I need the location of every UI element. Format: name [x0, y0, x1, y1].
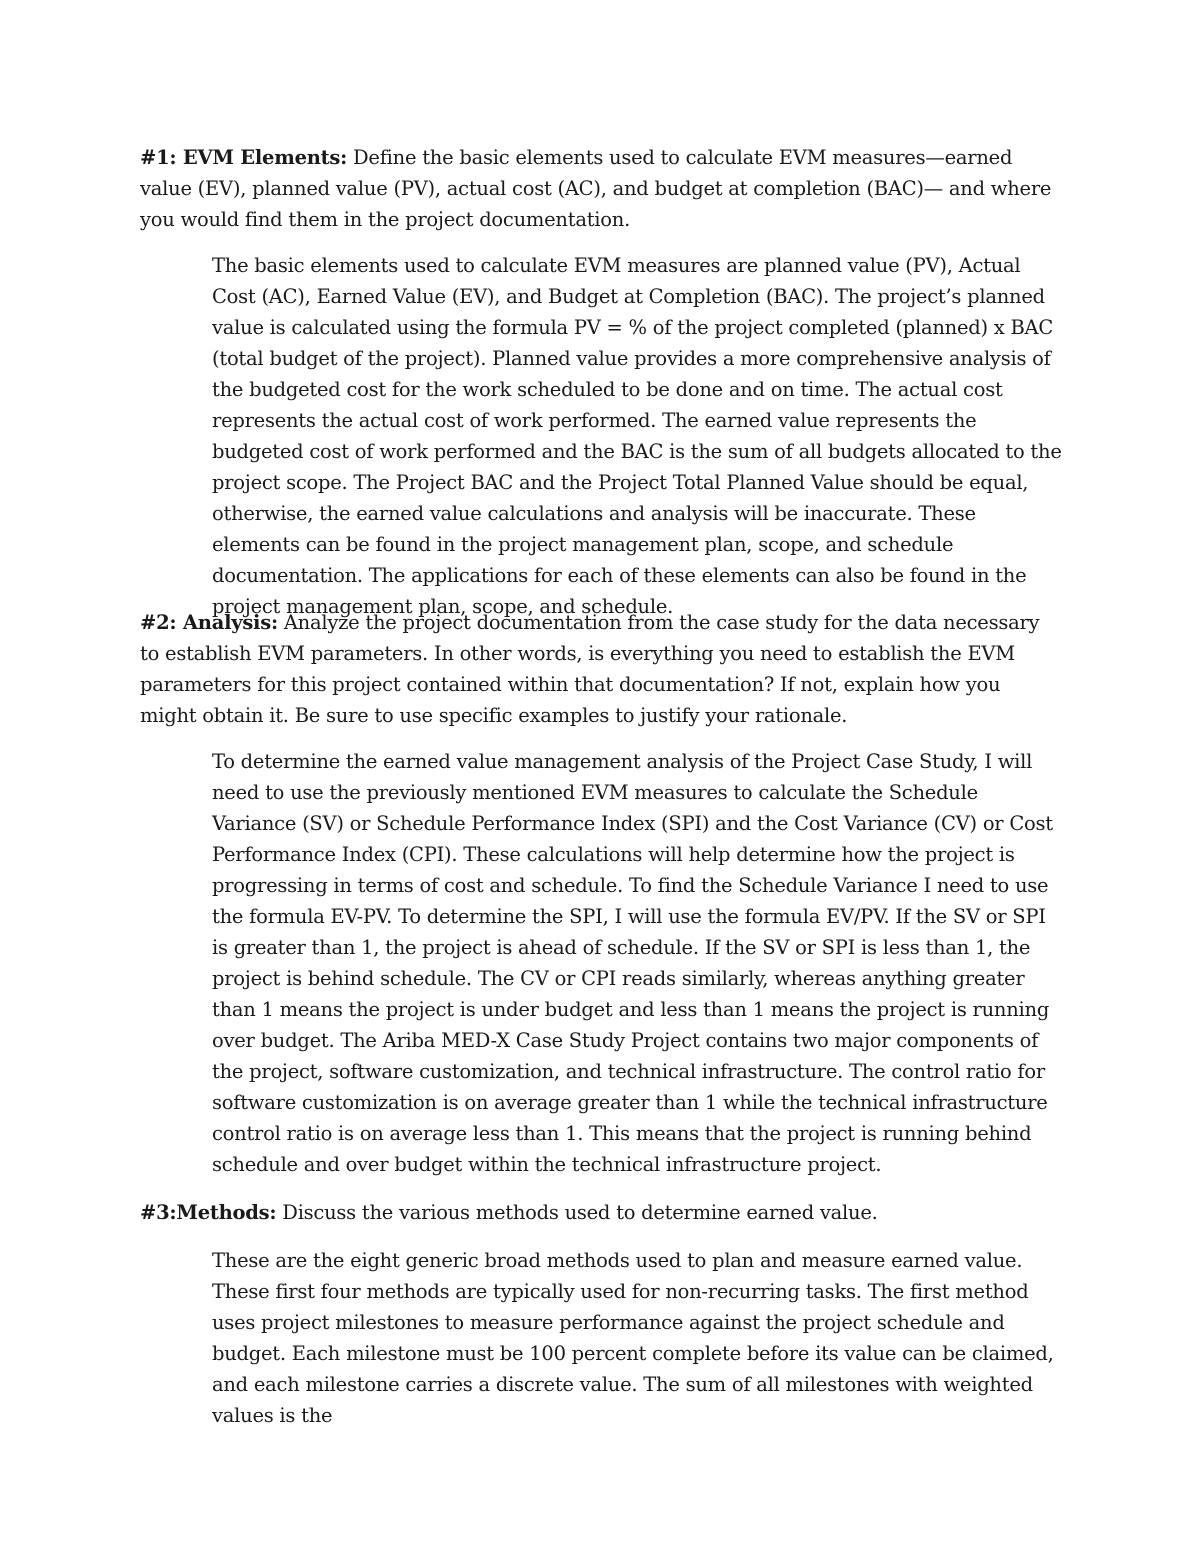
- question-2: [140, 607, 1060, 731]
- answer-2: To determine the earned value management analysis of the Project Case Study, I will need to use the previously mentioned EVM measures to calculate the Schedule Variance (SV) or Schedule Performance Index (SPI) and the Cost Variance (CV) or Cost Performance Index (CPI). These calculations will help determine how the project is progressing in terms of cost and schedule. To find the Schedule Variance I need to use the formula EV-PV. To determine the SPI, I will use the formula EV/PV. If the SV or SPI is greater than 1, the project is ahead of schedule. If the SV or SPI is less than 1, the project is behind schedule. The CV or CPI reads similarly, whereas anything greater than 1 means the project is under budget and less than 1 means the project is running over budget. The Ariba MED-X Case Study Project contains two major components of the project, software customization, and technical infrastructure. The control ratio for software customization is on average greater than 1 while the technical infrastructure control ratio is on average less than 1. This means that the project is running behind schedule and over budget within the technical infrastructure project.: [212, 750, 1053, 1176]
- answer-3: These are the eight generic broad methods used to plan and measure earned value. These first four methods are typically used for non-recurring tasks. The first method uses project milestones to measure performance against the project schedule and budget. Each milestone must be 100 percent complete before its value can be claimed, and each milestone carries a discrete value. The sum of all milestones with weighted values is the: [212, 1249, 1054, 1427]
- question-2-label: #2: Analysis:: [140, 611, 278, 634]
- question-3-prompt: Discuss the various methods used to determine earned value.: [276, 1201, 878, 1224]
- question-3-label: #3:Methods:: [140, 1201, 277, 1224]
- question-1-label: #1: EVM Elements:: [140, 146, 348, 169]
- question-1: [140, 142, 1060, 235]
- question-3: [140, 1197, 1060, 1228]
- answer-1: The basic elements used to calculate EVM measures are planned value (PV), Actual Cost (AC), Earned Value (EV), and Budget at Completion (BAC). The project’s planned value is calculated using the formula PV = % of the project completed (planned) x BAC (total budget of the project). Planned value provides a more comprehensive analysis of the budgeted cost for the work scheduled to be done and on time. The actual cost represents the actual cost of work performed. The earned value represents the budgeted cost of work performed and the BAC is the sum of all budgets allocated to the project scope. The Project BAC and the Project Total Planned Value should be equal, otherwise, the earned value calculations and analysis will be inaccurate. These elements can be found in the project management plan, scope, and schedule documentation. The applications for each of these elements can also be found in the project management plan, scope, and schedule.: [212, 254, 1062, 618]
- question-1-prompt: Define the basic elements used to calculate EVM measures—earned value (EV), planned value (PV), actual cost (AC), and budget at completion (BAC)— and where you would find them in the project documentation.: [140, 146, 1052, 231]
- question-2-prompt: Analyze the project documentation from the case study for the data necessary to establish EVM parameters. In other words, is everything you need to establish the EVM parameters for this project contained within that documentation? If not, explain how you might obtain it. Be sure to use specific examples to justify your rationale.: [140, 611, 1040, 727]
